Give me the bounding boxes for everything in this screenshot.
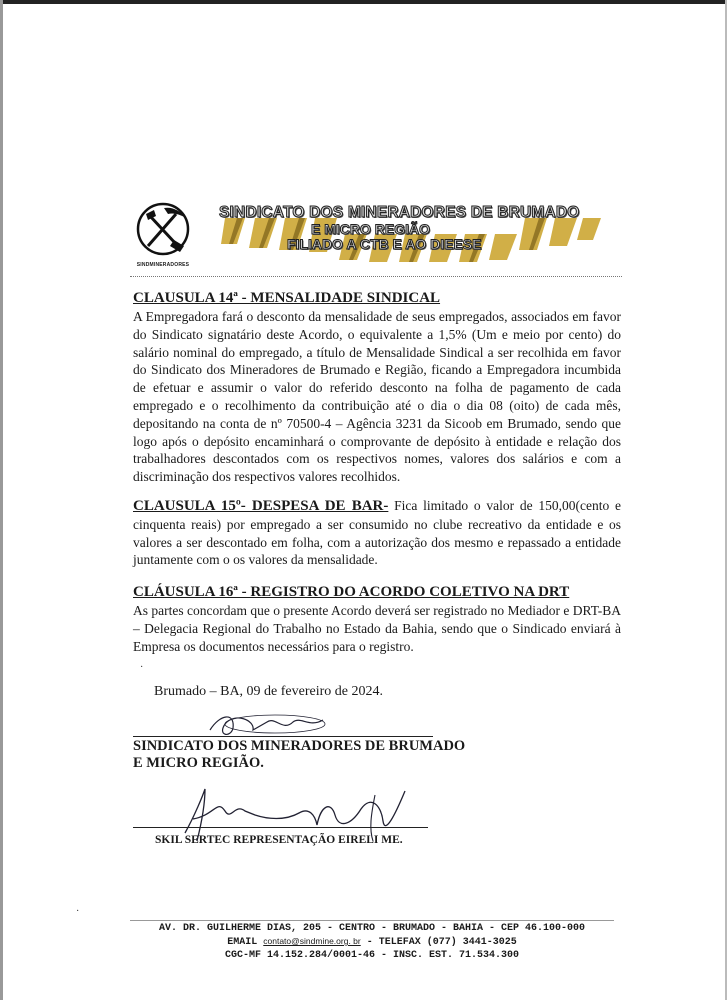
clause-16-body: As partes concordam que o presente Acordo deverá ser registrado no Mediador e DRT-BA – Delegacia Regional do Trabalho no Estado da Bahia, sendo que o Sindicado enviará à Empresa os documentos necessários para o registro. xyxy=(133,603,621,654)
clause-14-body: A Empregadora fará o desconto da mensalidade de seus empregados, associados em favor do Sindicato signatário deste Acordo, o equivalente a 1,5% (Um e meio por cento) do salário nominal do empregado, a título de Mensalidade Sindical a ser recolhida em favor do Sindicato dos Mineradores de Brumado e Região, ficando a Empregadora incumbida de efetuar e assumir o valor do referido desconto na folha de pagamento de cada empregado e o recolhimento da contribuição até o dia o dia 08 (oito) de cada mês, depositando na conta de nº 70500-4 – Agência 3231 da Sicoob em Brumado, sendo que logo após o depósito encaminhará o comprovante de depósito à entidade e relação dos trabalhadores descontados com os respectivos nomes, valores dos salários e com a discriminação dos respectivos valores recolhidos. xyxy=(133,309,621,485)
letterhead-banner xyxy=(215,204,615,266)
clause-15-title: CLAUSULA 15º- DESPESA DE BAR- xyxy=(133,498,389,514)
footer-divider xyxy=(130,920,614,921)
clause-15 xyxy=(133,497,621,569)
letterhead-divider xyxy=(130,276,622,277)
footer-email-link[interactable]: contato@sindmine.org. br xyxy=(263,936,361,946)
pickaxe-shovel-icon xyxy=(130,196,196,262)
clause-15-body: Fica limitado o valor de 150,00(cento e cinquenta reais) por empregado a ser consumido no clube recreativo da entidade e os valores a ser descontado em folha, com a autorização dos mesmo e repassado a entidade juntamente com o os valores da mensalidade. xyxy=(133,498,621,568)
banner-line-2: E MICRO REGIÃO xyxy=(311,221,431,237)
union-name-line-2: E MICRO REGIÃO. xyxy=(133,755,264,771)
letterhead-footer xyxy=(130,922,614,962)
place-and-date: Brumado – BA, 09 de fevereiro de 2024. xyxy=(154,684,383,699)
company-signatory: SKIL SERTEC REPRESENTAÇÃO EIRELI ME. xyxy=(155,834,403,846)
union-logo xyxy=(130,196,196,272)
union-name-line-1: SINDICATO DOS MINERADORES DE BRUMADO xyxy=(133,738,466,754)
footer-phone: - TELEFAX (077) 3441-3025 xyxy=(360,937,517,948)
company-signature-line xyxy=(133,827,428,828)
footer-address: AV. DR. GUILHERME DIAS, 205 - CENTRO - BRUMADO - BAHIA - CEP 46.100-000 xyxy=(158,923,586,934)
logo-caption: SINDMINERADORES xyxy=(136,262,190,268)
clause-16-title: CLÁUSULA 16ª - REGISTRO DO ACORDO COLETIVO NA DRT xyxy=(133,584,570,600)
union-signatory xyxy=(133,738,465,772)
scan-mark: · xyxy=(140,662,144,673)
banner-line-3: FILIADO A CTB E AO DIEESE xyxy=(287,236,482,252)
clause-14-title: CLAUSULA 14ª - MENSALIDADE SINDICAL xyxy=(133,290,441,306)
footer-email-label: EMAIL xyxy=(227,937,258,948)
union-signature-line xyxy=(133,736,433,737)
banner-line-1: SINDICATO DOS MINERADORES DE BRUMADO xyxy=(219,204,580,221)
scan-mark-left: · xyxy=(76,906,80,917)
footer-contact xyxy=(130,935,614,949)
footer-registry: CGC-MF 14.152.284/0001-46 - INSC. EST. 71.534.300 xyxy=(224,950,520,961)
